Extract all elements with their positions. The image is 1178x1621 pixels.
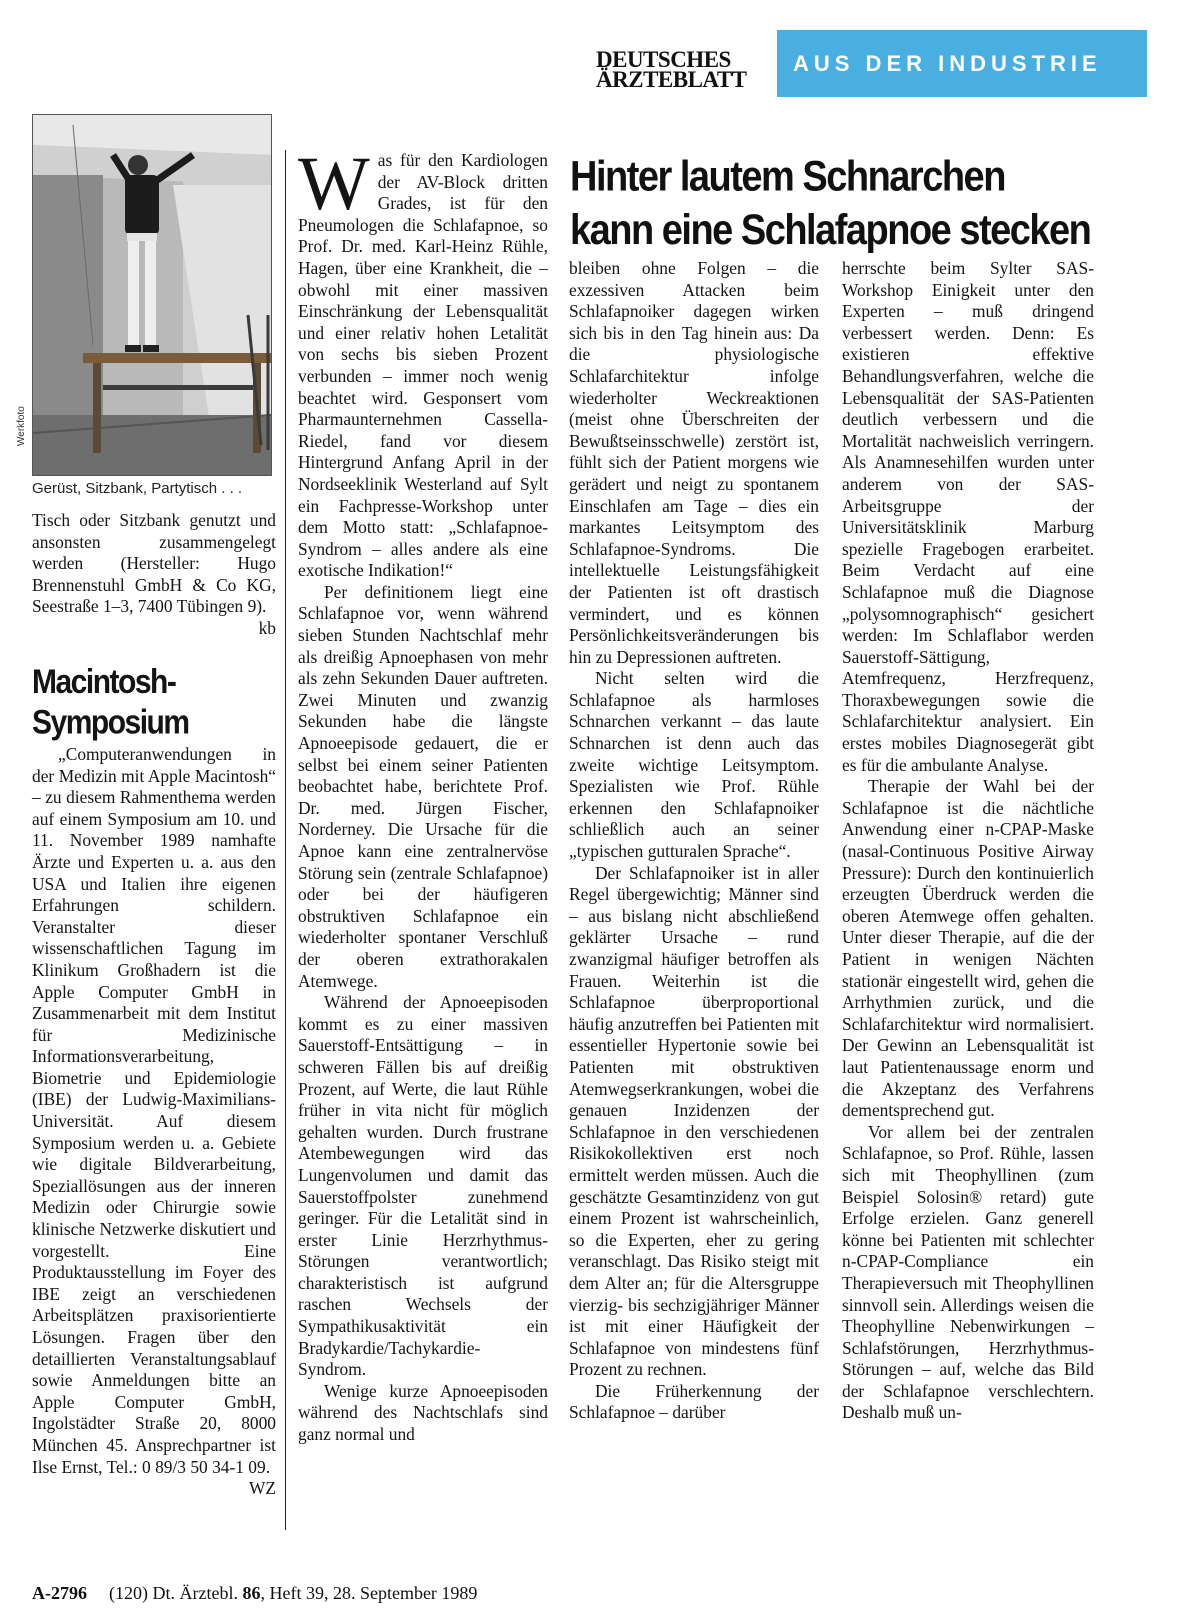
article-paragraph-6: Der Schlafapnoiker ist in aller Regel übergewichtig; Männer sind – aus bislang nicht abschließend geklärter Ursache – rund zwanzigmal häufiger betroffen als Frauen. Weiterhin ist die Schlafapnoe überproportional häufig anzutreffen bei Patienten mit essentieller Hypertonie sowie bei Patienten mit obstruktiven Atemwegserkrankungen, wobei die genauen Inzidenzen der Schlafapnoe in den verschiedenen Risikokollektiven erst noch ermittelt werden müssen. Auch die geschätzte Gesamtinzidenz von gut einem Prozent ist wahrscheinlich, so die Experten, eher zu gering veranschlagt. Das Risiko steigt mit dem Alter an; für die Altersgruppe vierzig- bis sechzigjähriger Männer ist mit einer Häufigkeit der Schlafapnoe von mindestens fünf Prozent zu rechnen. [569,862,819,1380]
article-headline [570,150,1130,258]
article-paragraph-8: Therapie der Wahl bei der Schlafapnoe ist die nächtliche Anwendung einer n-CPAP-Maske (nasal-Continuous Positive Airway Pressure): Durch den kontinuierlich erzeugten Überdruck werden die oberen Atemwege offen gehalten. Unter dieser Therapie, auf die der Patient in wenigen Nächten stationär eingestellt wird, gehen die Arrhythmien zurück, und die Schlafarchitektur wird normalisiert. Der Gewinn an Lebensqualität ist laut Patientenaussage enorm und die Akzeptanz des Verfahrens dementsprechend gut. [842,776,1094,1121]
section-banner: AUS DER INDUSTRIE [777,30,1147,97]
column-rule [285,150,286,1530]
photo-scaffold-illustration [33,115,271,475]
citation-suffix: , Heft 39, 28. September 1989 [260,1583,478,1603]
column-3 [569,258,819,1424]
column-1 [32,510,276,1500]
macintosh-paragraph: „Computeranwendungen in der Medizin mit Apple Macintosh“ – zu diesem Rahmenthema werden auf einem Symposium am 10. und 11. November 1989 namhafte Ärzte und Experten u. a. aus den USA und Italien ihre eigenen Erfahrungen schildern. Veranstalter dieser wissenschaftlichen Tagung im Klinikum Großhadern ist die Apple Computer GmbH in Zusammenarbeit mit dem Institut für Medizinische Informationsverarbeitung, Biometrie und Epidemiologie (IBE) der Ludwig-Maximilians-Universität. Auf diesem Symposium werden u. a. Gebiete wie digitale Bildverarbeitung, Speziallösungen aus der inneren Medizin oder Chirurgie sowie klinische Netzwerke diskutiert und vorgestellt. Eine Produktausstellung im Foyer des IBE zeigt an verschiedenen Arbeitsplätzen praxisorientierte Lösungen. Fragen über den detaillierten Veranstaltungsablauf sowie Anmeldungen bitte an Apple Computer GmbH, Ingolstädter Straße 20, 8000 München 45. Ansprechpartner ist Ilse Ernst, Tel.: 0 89/3 50 34-1 09. WZ [32,743,276,1499]
article-paragraph-7a: Die Früherkennung der Schlafapnoe – darüber [569,1380,819,1423]
article-paragraph-4b: bleiben ohne Folgen – die exzessiven Attacken beim Schlafapnoiker dagegen wirken sich bis in den Tag hinein aus: Da die physiologische Schlafarchitektur infolge wiederholter Weckreaktionen (meist ohne Überschreiten der Bewußtseinsschwelle) zerstört ist, fühlt sich der Patient morgens wie gerädert und neigt zu spontanem Einschlafen am Tage – dies ein markantes Leitsymptom des Schlafapnoe-Syndroms. Die intellektuelle Leistungsfähigkeit der Patienten ist oft drastisch vermindert, und es können Persönlichkeitsveränderungen bis hin zu Depressionen auftreten. [569,258,819,667]
article-paragraph-3: Während der Apnoeepisoden kommt es zu einer massiven Sauerstoff-Entsättigung – in schweren Fällen bis auf dreißig Prozent, auf Werte, die laut Rühle früher in vita nicht für möglich gehalten wurden. Durch frustrane Atembewegungen wird das Lungenvolumen und damit das Sauerstoffpolster zunehmend geringer. Für die Letalität sind in erster Linie Herzrhythmus-Störungen verantwortlich; charakteristisch ist aufgrund raschen Wechsels der Sympathikusaktivität ein Bradykardie/Tachykardie-Syndrom. [298,992,548,1380]
masthead-line-2: ÄRZTEBLATT [596,67,747,92]
signoff-kb: kb [258,617,276,638]
macintosh-headline: Macintosh-Symposium [32,663,189,742]
article-headline-line-1: Hinter lautem Schnarchen [570,153,1005,201]
citation-prefix: (120) Dt. Ärztebl. [109,1583,238,1603]
column-4 [842,258,1094,1424]
column1-paragraph: Tisch oder Sitzbank genutzt und ansonsten zusammengelegt werden (Hersteller: Hugo Brennenstuhl GmbH & Co KG, Seestraße 1–3, 7400 Tübingen 9). kb [32,510,276,638]
article-paragraph-7b: herrschte beim Sylter SAS-Workshop Einigkeit unter den Experten – muß dringend verbessert werden. Denn: Es existieren effektive Behandlungsverfahren, welche die Lebensqualität der SAS-Patienten deutlich verbessern und die Mortalität nachweislich verringern. Als Anamnesehilfen wurden unter anderem von der SAS-Arbeitsgruppe der Universitätsklinik Marburg spezielle Fragebogen erarbeitet. Beim Verdacht auf eine Schlafapnoe muß die Diagnose „polysomnographisch“ gesichert werden: Im Schlaflabor werden Sauerstoff-Sättigung, Atemfrequenz, Herzfrequenz, Thoraxbewegungen sowie die Schlafarchitektur analysiert. Ein erstes mobiles Diagnosegerät gibt es für die ambulante Analyse. [842,258,1094,775]
article-headline-line-2: kann eine Schlafapnoe stecken [570,207,1091,255]
signoff-wz: WZ [248,1478,276,1499]
column-2 [298,142,548,1446]
dropcap: W [298,142,370,226]
article-paragraph-1: Was für den Kardiologen der AV-Block dritten Grades, ist für den Pneumologen die Schlafapnoe, so Prof. Dr. med. Karl-Heinz Rühle, Hagen, über eine Krankheit, die – obwohl mit einer massiven Einschränkung der Lebensqualität und einer relativ hohen Letalität von sechs bis sieben Prozent verbunden – immer noch wenig beachtet wird. Gesponsert vom Pharmaunternehmen Cassella-Riedel, fand vor diesem Hintergrund Anfang April in der Nordseeklinik Westerland auf Sylt ein Fachpresse-Workshop unter dem Motto statt: „Schlafapnoe-Syndrom – alles andere als eine exotische Indikation!“ [298,142,548,581]
page-footer [32,1583,477,1604]
article-paragraph-9: Vor allem bei der zentralen Schlafapnoe, so Prof. Rühle, lassen sich mit Theophyllinen (zum Beispiel Solosin® retard) gute Erfolge erzielen. Ganz generell könne bei Patienten mit schlechter n-CPAP-Compliance ein Therapieversuch mit Theophyllinen sinnvoll sein. Allerdings weisen die Theophylline Nebenwirkungen – Schlafstörungen, Herzrhythmus-Störungen – auf, welche das Bild der Schlafapnoe verschlechtern. Deshalb muß un- [842,1121,1094,1423]
photo-credit: Werkfoto [16,406,27,446]
article-paragraph-5: Nicht selten wird die Schlafapnoe als harmloses Schnarchen verkannt – das laute Schnarchen ist denn auch das zweite wichtige Leitsymptom. Spezialisten wie Prof. Rühle erkennen den Schlafapnoiker schließlich auch an seiner „typischen gutturalen Sprache“. [569,668,819,862]
citation-volume: 86 [242,1583,261,1603]
article-paragraph-4a: Wenige kurze Apnoeepisoden während des Nachtschlafs sind ganz normal und [298,1380,548,1445]
article-paragraph-2: Per definitionem liegt eine Schlafapnoe vor, wenn während sieben Stunden Nachtschlaf mehr als dreißig Apnoephasen von mehr als zehn Sekunden Dauer auftreten. Zwei Minuten und zwanzig Sekunden habe die längste Apnoeepisode gedauert, die er selbst bei einem seiner Patienten beobachtet habe, berichtete Prof. Dr. med. Jürgen Fischer, Norderney. Die Ursache für die Apnoe kann eine zentralnervöse Störung sein (zentrale Schlafapnoe) oder bei der häufigeren obstruktiven Schlafapnoe ein wiederholter spontaner Verschluß der oberen extrathorakalen Atemwege. [298,581,548,991]
photo-caption: Gerüst, Sitzbank, Partytisch . . . [32,480,243,497]
product-photo [32,114,272,476]
masthead [596,47,776,92]
masthead-line-1: DEUTSCHES [596,47,731,72]
page-number: A-2796 [32,1583,87,1603]
